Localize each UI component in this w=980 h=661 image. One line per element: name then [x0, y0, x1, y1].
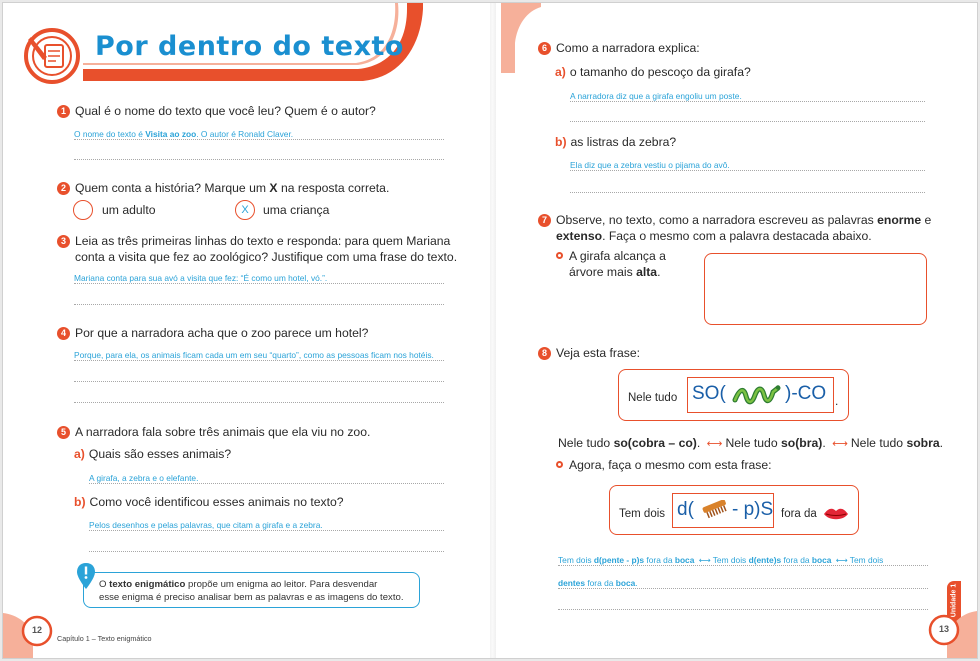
- question-number: 5: [57, 426, 70, 439]
- question-1: [57, 103, 376, 119]
- answer-line[interactable]: [74, 360, 444, 361]
- answer-line[interactable]: [570, 192, 925, 193]
- rebus-box-2: Tem dois d( - p)S fora da: [609, 485, 859, 535]
- question-text: A narradora fala sobre três animais que ela viu no zoo.: [75, 425, 371, 439]
- footer-swoosh-left: [3, 613, 63, 658]
- header-swoosh-right: [501, 3, 541, 73]
- exclamation-icon: [77, 563, 95, 589]
- book-spread: [3, 3, 977, 658]
- answer-8-line1: Tem dois d(pente - p)s fora da boca ⟷ Tem dois d(ente)s fora da boca ⟷ Tem dois: [558, 555, 884, 565]
- question-8: [538, 345, 640, 361]
- question-text: Como a narradora explica:: [556, 41, 700, 55]
- answer-line[interactable]: [570, 101, 925, 102]
- answer-8-line2: dentes fora da boca.: [558, 578, 638, 588]
- answer-5b: Pelos desenhos e pelas palavras, que citam a girafa e a zebra.: [89, 520, 323, 530]
- arrow-icon: ⟷: [835, 555, 848, 565]
- rebus-box-1: Nele tudo SO( )-CO .: [618, 369, 849, 421]
- page-title: Por dentro do texto: [95, 31, 404, 62]
- question-text: Veja esta frase:: [556, 346, 641, 360]
- option-circle-checked[interactable]: X: [235, 200, 255, 220]
- question-5a: a) Quais são esses animais?: [74, 447, 232, 461]
- question-5: [57, 424, 370, 440]
- book-gutter: [490, 3, 496, 658]
- option-child[interactable]: X uma criança: [235, 200, 329, 220]
- info-box: O texto enigmático propõe um enigma ao leitor. Para desvendar esse enigma é preciso analisar bem as palavras e as imagens do texto.: [83, 572, 420, 608]
- question-7: [538, 212, 933, 244]
- page-number-right: 13: [938, 624, 949, 634]
- question-4: [57, 325, 368, 341]
- answer-line[interactable]: [89, 483, 444, 484]
- answer-line[interactable]: [558, 565, 928, 566]
- arrow-icon: ⟷: [698, 555, 711, 565]
- option-adult[interactable]: um adulto: [73, 200, 156, 220]
- question-number: 6: [538, 42, 551, 55]
- bullet-icon: [556, 252, 563, 259]
- bullet-icon: [556, 461, 563, 468]
- question-text: Quem conta a história? Marque um X na resposta correta.: [75, 181, 390, 195]
- footer-swoosh-right: [917, 611, 977, 658]
- answer-line[interactable]: [74, 381, 444, 382]
- answer-4: Porque, para ela, os animais ficam cada um em seu “quarto”, como as pessoas ficam nos hotéis.: [74, 350, 434, 360]
- answer-line[interactable]: [570, 121, 925, 122]
- answer-line[interactable]: [74, 139, 444, 140]
- question-6: [538, 40, 700, 56]
- answer-line[interactable]: [558, 609, 928, 610]
- question-text: Por que a narradora acha que o zoo parece um hotel?: [75, 326, 369, 340]
- question-6b: b) as listras da zebra?: [555, 135, 677, 149]
- q7-item: A girafa alcança a árvore mais alta.: [556, 248, 666, 280]
- answer-line[interactable]: [74, 402, 444, 403]
- answer-3: Mariana conta para sua avó a visita que fez: “É como um hotel, vó.”.: [74, 273, 328, 283]
- question-number: 4: [57, 327, 70, 340]
- answer-line[interactable]: [89, 551, 444, 552]
- question-number: 1: [57, 105, 70, 118]
- question-number: 2: [57, 182, 70, 195]
- arrow-icon: ⟷: [706, 438, 723, 450]
- question-number: 8: [538, 347, 551, 360]
- answer-line[interactable]: [89, 530, 444, 531]
- answer-6a: A narradora diz que a girafa engoliu um poste.: [570, 91, 742, 101]
- answer-box-7[interactable]: [704, 253, 927, 325]
- answer-line[interactable]: [74, 304, 444, 305]
- q8-task: Agora, faça o mesmo com esta frase:: [556, 457, 772, 473]
- question-6a: a) o tamanho do pescoço da girafa?: [555, 65, 751, 79]
- answer-line[interactable]: [74, 159, 444, 160]
- pencil-icon: [23, 27, 81, 85]
- chapter-footer: Capítulo 1 – Texto enigmático: [57, 634, 152, 643]
- unit-side-tab-label: Unidade 1: [950, 583, 958, 618]
- question-2: [57, 180, 389, 196]
- answer-1: O nome do texto é Visita ao zoo. O autor é Ronald Claver.: [74, 129, 294, 139]
- question-number: 7: [538, 214, 551, 227]
- question-3: [57, 233, 457, 265]
- answer-5a: A girafa, a zebra e o elefante.: [89, 473, 199, 483]
- answer-line[interactable]: [74, 283, 444, 284]
- answer-6b: Ela diz que a zebra vestiu o pijama do avô.: [570, 160, 730, 170]
- question-text: Observe, no texto, como a narradora escreveu as palavras enorme e extenso. Faça o mesmo com a palavra destacada abaixo.: [556, 213, 932, 243]
- snake-icon: [732, 382, 782, 408]
- question-number: 3: [57, 235, 70, 248]
- option-circle[interactable]: [73, 200, 93, 220]
- example-line: Nele tudo so(cobra – co). ⟷ Nele tudo so(bra). ⟷ Nele tudo sobra.: [558, 436, 944, 450]
- page-number-left: 12: [31, 625, 42, 635]
- arrow-icon: ⟷: [832, 438, 848, 450]
- question-text: Qual é o nome do texto que você leu? Quem é o autor?: [75, 104, 376, 118]
- question-text: Leia as três primeiras linhas do texto e responda: para quem Mariana conta a visita que fez ao zoológico? Justifique com uma frase do texto.: [75, 234, 458, 264]
- comb-icon: [700, 500, 730, 522]
- answer-line[interactable]: [570, 170, 925, 171]
- lips-icon: [823, 506, 849, 522]
- answer-line[interactable]: [558, 588, 928, 589]
- question-5b: b) Como você identificou esses animais no texto?: [74, 495, 344, 509]
